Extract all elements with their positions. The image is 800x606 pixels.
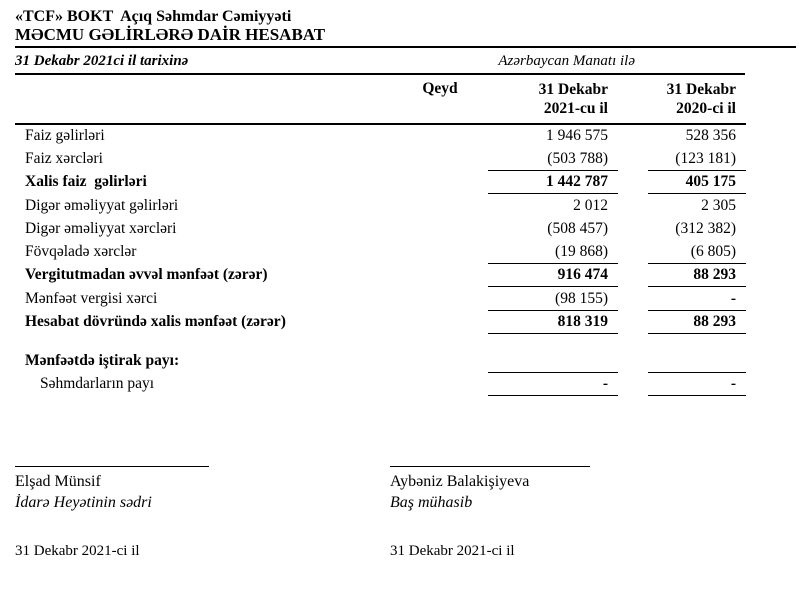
table-row — [15, 124, 746, 147]
signature-date-left: 31 Dekabr 2021-ci il — [15, 543, 140, 559]
row-label: Səhmdarların payı — [40, 375, 155, 392]
value-2020: 88 293 — [618, 310, 746, 334]
row-label: Faiz xərcləri — [25, 149, 103, 167]
row-label: Mənfəət vergisi xərci — [25, 289, 158, 307]
row-note — [400, 287, 480, 310]
table-row — [15, 194, 746, 217]
row-note — [400, 349, 480, 372]
table-row — [15, 287, 746, 310]
value-2020: 405 175 — [618, 170, 746, 194]
value-2020: - — [730, 289, 736, 307]
value-2020: 2 305 — [701, 196, 736, 214]
report-title: MƏCMU GƏLİRLƏRƏ DAİR HESABAT — [15, 25, 326, 44]
income-statement-table — [15, 75, 746, 396]
row-note — [400, 170, 480, 194]
table-header — [15, 75, 746, 124]
table-row-total — [15, 310, 746, 334]
value-2021: 916 474 — [480, 263, 618, 287]
value-2021: - — [480, 372, 618, 396]
report-date-line: 31 Dekabr 2021ci il tarixinə — [15, 53, 189, 69]
document-header — [15, 8, 796, 48]
row-note — [400, 263, 480, 287]
row-note — [400, 372, 480, 396]
row-label: Mənfəətdə iştirak payı: — [25, 351, 180, 369]
row-label: Digər əməliyyat xərcləri — [25, 219, 177, 237]
value-2021: (503 788) — [547, 149, 608, 167]
row-label: Digər əməliyyat gəlirləri — [25, 196, 179, 214]
row-note — [400, 194, 480, 217]
signer-title: Baş mühasib — [390, 494, 473, 511]
year-2021-column-header: 31 Dekabr 2021-cu il — [538, 81, 608, 117]
row-note — [400, 240, 480, 263]
value-2020: 528 356 — [685, 127, 736, 144]
row-note — [400, 124, 480, 147]
value-2020: 88 293 — [618, 263, 746, 287]
year-2020-column-header: 31 Dekabr 2020-ci il — [666, 81, 736, 117]
table-row — [15, 240, 746, 263]
spacer-row — [15, 334, 746, 349]
table-row — [15, 147, 746, 170]
value-2021: (508 457) — [547, 219, 608, 237]
row-label: Vergitutmadan əvvəl mənfəət (zərər) — [25, 266, 268, 283]
row-note — [400, 310, 480, 334]
table-row — [15, 372, 746, 396]
signer-name: Elşad Münsif — [15, 473, 101, 490]
signer-name: Aybəniz Balakişiyeva — [390, 473, 530, 490]
value-2021: 1 946 575 — [546, 127, 608, 144]
signer-title: İdarə Heyətinin sədri — [15, 494, 152, 511]
value-2020: (6 805) — [690, 242, 736, 260]
table-section-row — [15, 349, 746, 372]
value-2020 — [618, 349, 746, 372]
signature-line — [390, 466, 590, 467]
value-2021: 2 012 — [573, 196, 608, 214]
table-row-subtotal — [15, 263, 746, 287]
company-name: «TCF» BOKT Açıq Səhmdar Cəmiyyəti — [15, 8, 292, 25]
label-column-header — [15, 75, 400, 124]
row-note — [400, 217, 480, 240]
value-2020: - — [618, 372, 746, 396]
signature-line — [15, 466, 209, 467]
value-2020: (123 181) — [675, 149, 736, 167]
row-label: Hesabat dövründə xalis mənfəət (zərər) — [25, 313, 286, 330]
value-2020: (312 382) — [675, 219, 736, 237]
row-label: Faiz gəlirləri — [25, 127, 105, 144]
signature-date-right: 31 Dekabr 2021-ci il — [390, 543, 515, 559]
note-column-header: Qeyd — [422, 80, 458, 97]
table-row-subtotal — [15, 170, 746, 194]
signature-block-accountant — [390, 466, 590, 513]
signature-block-chairman — [15, 466, 209, 513]
value-2021: (98 155) — [555, 289, 608, 307]
value-2021 — [480, 349, 618, 372]
report-subheader — [15, 48, 745, 75]
value-2021: 1 442 787 — [480, 170, 618, 194]
row-label: Fövqəladə xərclər — [25, 242, 137, 260]
row-note — [400, 147, 480, 170]
currency-note: Azərbaycan Manatı ilə — [498, 53, 635, 69]
value-2021: (19 868) — [555, 242, 608, 260]
row-label: Xalis faiz gəlirləri — [25, 173, 147, 190]
table-row — [15, 217, 746, 240]
value-2021: 818 319 — [480, 310, 618, 334]
